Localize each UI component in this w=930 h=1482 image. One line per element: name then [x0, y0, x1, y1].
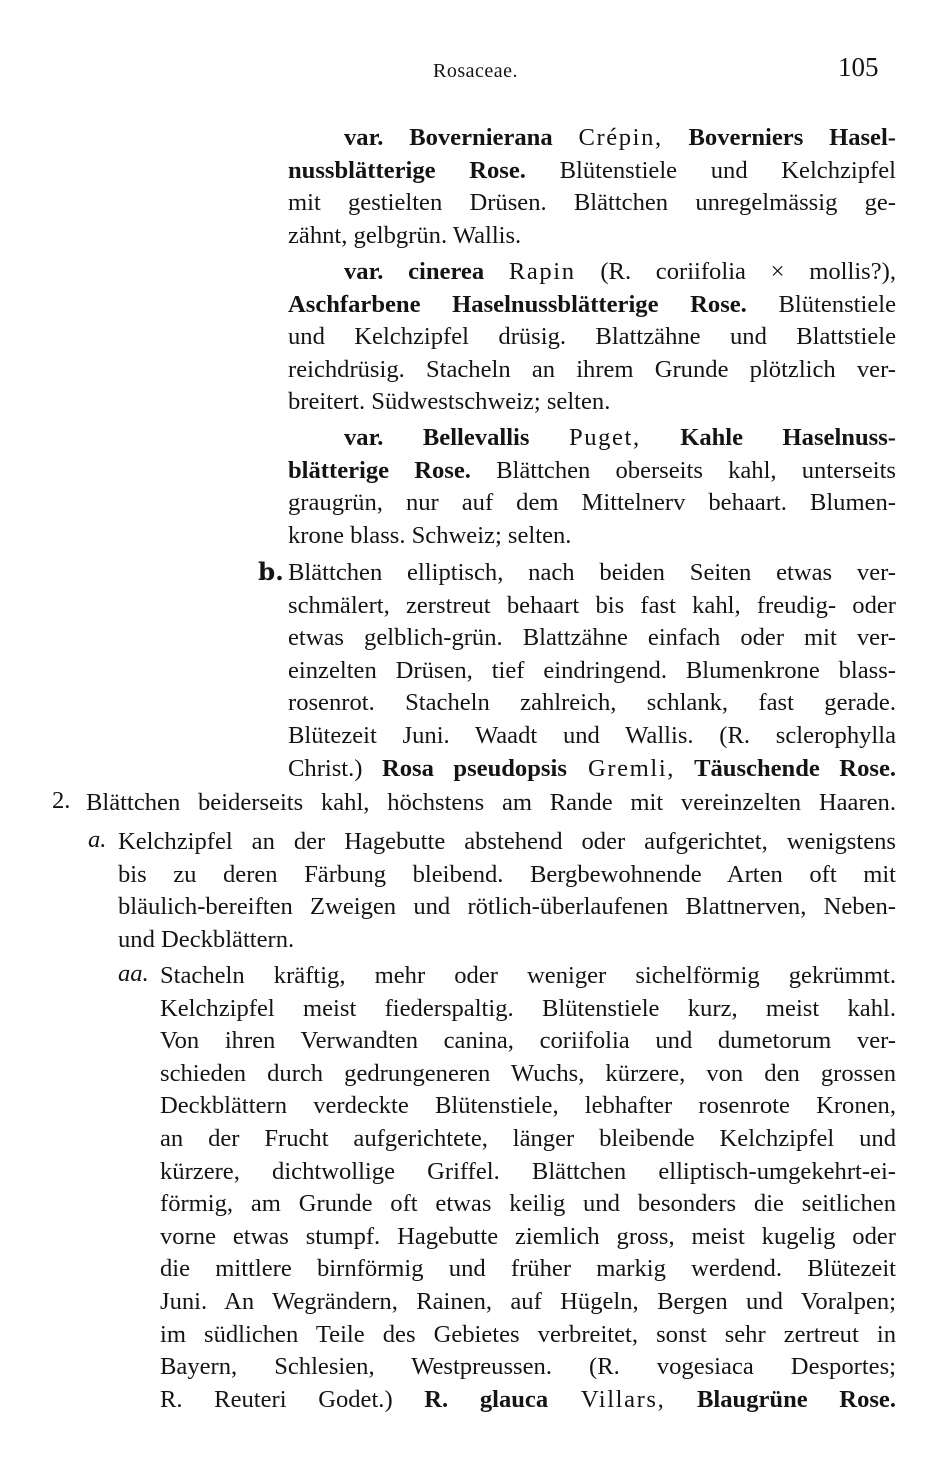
author-name: Rapin: [508, 258, 576, 285]
text-line: [288, 422, 896, 455]
list-marker-aa: aa.: [118, 960, 149, 987]
paragraph-aa: [160, 960, 896, 1416]
text-line: breitert. Südwestschweiz; selten.: [288, 388, 611, 416]
author-name: Puget,: [568, 424, 641, 451]
paragraph-var-cinerea: [288, 256, 896, 419]
text-line: einzelten Drüsen, tief eindringend. Blumenkrone blass-: [288, 656, 896, 684]
text-line: an der Frucht aufgerichtete, länger bleibende Kelchzipfel und: [160, 1124, 896, 1152]
text-line: kürzere, dichtwollige Griffel. Blättchen elliptisch-umgekehrt-ei-: [160, 1157, 896, 1185]
common-name: Täuschende Rose.: [675, 754, 897, 782]
text-line: die mittlere birnförmig und früher markig werdend. Blütezeit: [160, 1255, 896, 1283]
running-title: Rosaceae.: [433, 60, 519, 82]
taxon-name: var. Bellevallis: [344, 424, 530, 451]
author-name: Villars,: [548, 1385, 666, 1413]
paragraph-b: [288, 557, 896, 785]
text-line: Blütezeit Juni. Waadt und Wallis. (R. sclerophylla: [288, 721, 896, 749]
text-line: im südlichen Teile des Gebietes verbreitet, sonst sehr zertreut in: [160, 1320, 896, 1348]
common-name: Aschfarbene Haselnussblätterige Rose.: [288, 290, 747, 318]
text-line: Blättchen beiderseits kahl, höchstens am Rande mit vereinzelten Haaren.: [86, 789, 896, 816]
text-line: [288, 122, 896, 155]
text-line: Blättchen elliptisch, nach beiden Seiten etwas ver-: [288, 559, 896, 586]
page-number: 105: [838, 52, 879, 82]
list-marker-a: a.: [88, 826, 107, 853]
text-line: Aschfarbene Haselnussblätterige Rose. Blütenstiele: [288, 290, 896, 318]
paragraph-a: [118, 826, 896, 956]
text-line: und Deckblättern.: [118, 925, 295, 953]
text-line: Bayern, Schlesien, Westpreussen. (R. vogesiaca Desportes;: [160, 1353, 896, 1381]
text-line: Deckblättern verdeckte Blütenstiele, lebhafter rosenrote Kronen,: [160, 1092, 896, 1120]
text-line: Christ.) Rosa pseudopsis Gremli, Täuschende Rose.: [288, 754, 897, 782]
text-line: bis zu deren Färbung bleibend. Bergbewohnende Arten oft mit: [118, 860, 896, 888]
text-line: schmälert, zerstreut behaart bis fast kahl, freudig- oder: [288, 591, 896, 619]
author-name: Gremli,: [566, 754, 676, 782]
text-line: Kelchzipfel an der Hagebutte abstehend oder aufgerichtet, wenigstens: [118, 828, 896, 855]
text-line: blätterige Rose. Blättchen oberseits kahl, unterseits: [288, 456, 896, 484]
text-line: reichdrüsig. Stacheln an ihrem Grunde plötzlich ver-: [288, 355, 896, 383]
author-name: Crépin,: [578, 124, 663, 151]
text-line: krone blass. Schweiz; selten.: [288, 521, 572, 549]
page-header: [0, 52, 930, 92]
text-line: Stacheln kräftig, mehr oder weniger sichelförmig gekrümmt.: [160, 962, 896, 989]
text-line: R. Reuteri Godet.) R. glauca Villars, Blaugrüne Rose.: [160, 1385, 896, 1413]
list-marker-2: 2.: [52, 787, 71, 814]
paragraph-2: [86, 787, 896, 820]
text-line: Von ihren Verwandten canina, coriifolia und dumetorum ver-: [160, 1027, 896, 1055]
text-line: und Kelchzipfel drüsig. Blattzähne und Blattstiele: [288, 323, 896, 351]
text-line: etwas gelblich-grün. Blattzähne einfach oder mit ver-: [288, 624, 896, 652]
text-line: förmig, am Grunde oft etwas keilig und besonders die seitlichen: [160, 1190, 896, 1218]
taxon-name: var. Bovernierana: [344, 124, 553, 151]
paragraph-var-bovernierana: [288, 122, 896, 252]
common-name: Kahle Haselnuss-: [680, 424, 896, 451]
text-line: Juni. An Wegrändern, Rainen, auf Hügeln, Bergen und Voralpen;: [160, 1287, 896, 1315]
text-line: var. cinerea Rapin (R. coriifolia × mollis?),: [344, 258, 896, 285]
text-line: mit gestielten Drüsen. Blättchen unregelmässig ge-: [288, 189, 896, 217]
text-line: bläulich-bereiften Zweigen und rötlich-überlaufenen Blattnerven, Neben-: [118, 893, 896, 921]
text-line: vorne etwas stumpf. Hagebutte ziemlich gross, meist kugelig oder: [160, 1222, 896, 1250]
taxon-name: Rosa pseudopsis: [381, 754, 567, 782]
text-line: schieden durch gedrungeneren Wuchs, kürzere, von den grossen: [160, 1059, 896, 1087]
text-line: graugrün, nur auf dem Mittelnerv behaart. Blumen-: [288, 489, 896, 517]
taxon-name: R. glauca: [424, 1385, 549, 1413]
text-line: nussblätterige Rose. Blütenstiele und Kelchzipfel: [288, 156, 896, 184]
common-name: Blaugrüne Rose.: [665, 1385, 896, 1413]
taxon-name: var. cinerea: [344, 258, 485, 285]
paragraph-var-bellevallis: [288, 422, 896, 552]
list-marker-b: b.: [258, 557, 284, 586]
text-line: rosenrot. Stacheln zahlreich, schlank, fast gerade.: [288, 689, 896, 717]
text-line: Kelchzipfel meist fiederspaltig. Blütenstiele kurz, meist kahl.: [160, 994, 896, 1022]
text-line: zähnt, gelbgrün. Wallis.: [288, 221, 522, 249]
common-name: Boverniers Hasel-: [688, 124, 896, 151]
